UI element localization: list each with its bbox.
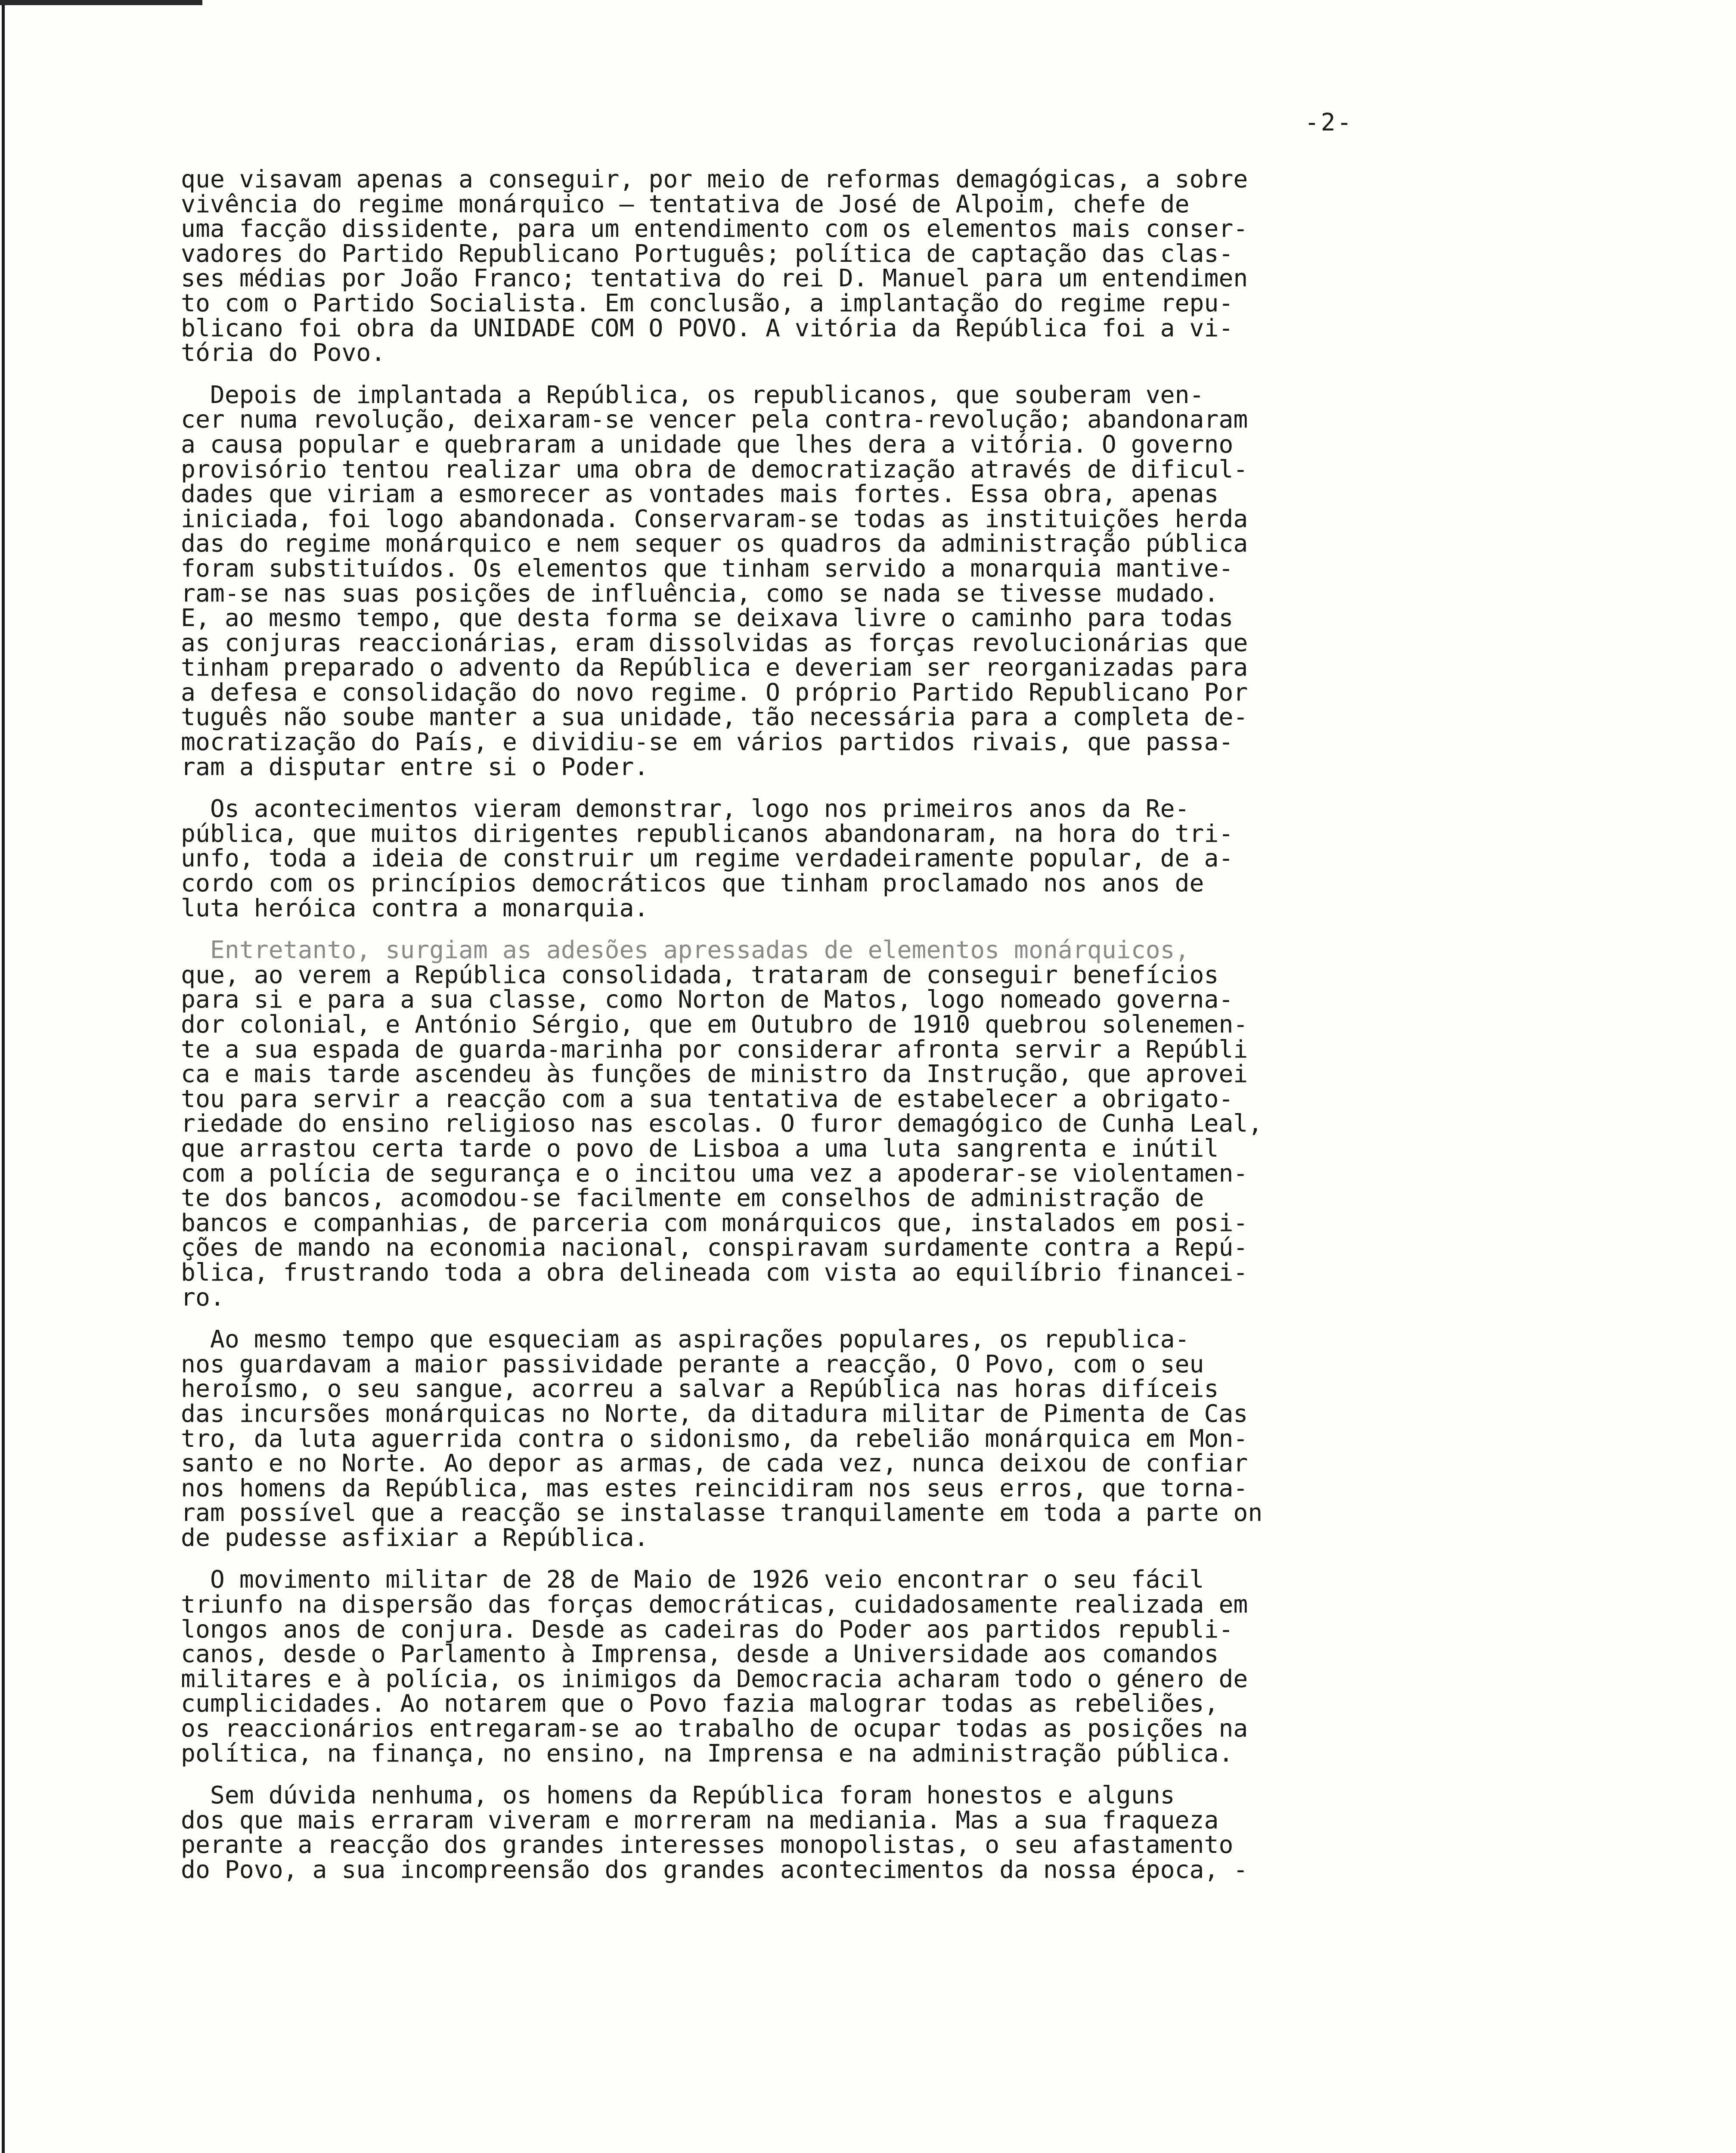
text-line: vivência do regime monárquico — tentativa de José de Alpoim, chefe de bbox=[181, 190, 1190, 218]
text-line: foram substituídos. Os elementos que tinham servido a monarquia mantive- bbox=[181, 554, 1234, 583]
paragraph bbox=[181, 938, 1490, 1310]
scan-top-edge bbox=[0, 0, 202, 5]
text-line: ram-se nas suas posições de influência, como se nada se tivesse mudado. bbox=[181, 579, 1219, 608]
text-line: cordo com os princípios democráticos que tinham proclamado nos anos de bbox=[181, 869, 1204, 898]
text-line: unfo, toda a ideia de construir um regime verdadeiramente popular, de a- bbox=[181, 844, 1234, 873]
text-line: santo e no Norte. Ao depor as armas, de cada vez, nunca deixou de confiar bbox=[181, 1449, 1248, 1478]
text-line: que, ao verem a República consolidada, trataram de conseguir benefícios bbox=[181, 961, 1219, 989]
text-line: ca e mais tarde ascendeu às funções de ministro da Instrução, que aprovei bbox=[181, 1060, 1248, 1089]
paragraph bbox=[181, 1567, 1490, 1766]
text-line: dades que viriam a esmorecer as vontades mais fortes. Essa obra, apenas bbox=[181, 480, 1219, 509]
text-line: O movimento militar de 28 de Maio de 1926 veio encontrar o seu fácil bbox=[181, 1566, 1204, 1594]
text-line: com a polícia de segurança e o incitou uma vez a apoderar-se violentamen- bbox=[181, 1159, 1248, 1188]
text-line: provisório tentou realizar uma obra de democratização através de dificul- bbox=[181, 455, 1248, 484]
text-line: dor colonial, e António Sérgio, que em Outubro de 1910 quebrou solenemen- bbox=[181, 1011, 1248, 1039]
text-line: ses médias por João Franco; tentativa do rei D. Manuel para um entendimen bbox=[181, 264, 1248, 293]
text-line: de pudesse asfixiar a República. bbox=[181, 1523, 649, 1552]
text-line: blica, frustrando toda a obra delineada com vista ao equilíbrio financei- bbox=[181, 1258, 1248, 1287]
text-line: Os acontecimentos vieram demonstrar, logo nos primeiros anos da Re- bbox=[181, 795, 1190, 823]
text-line: heroísmo, o seu sangue, acorreu a salvar a República nas horas difíceis bbox=[181, 1375, 1219, 1403]
text-line: tro, da luta aguerrida contra o sidonismo, da rebelião monárquica em Mon- bbox=[181, 1424, 1248, 1453]
text-line: tou para servir a reacção com a sua tentativa de estabelecer a obrigato- bbox=[181, 1085, 1234, 1113]
text-line: tuguês não soube manter a sua unidade, tão necessária para a completa de- bbox=[181, 703, 1248, 732]
paragraph bbox=[181, 167, 1490, 366]
text-line: riedade do ensino religioso nas escolas. O furor demagógico de Cunha Leal, bbox=[181, 1110, 1263, 1138]
text-line-faded: Entretanto, surgiam as adesões apressadas de elementos monárquicos, bbox=[181, 936, 1190, 965]
text-line: perante a reacção dos grandes interesses monopolistas, o seu afastamento bbox=[181, 1831, 1234, 1859]
document-body bbox=[181, 167, 1490, 1900]
text-line: ções de mando na economia nacional, conspiravam surdamente contra a Repú- bbox=[181, 1234, 1248, 1262]
text-line: para si e para a sua classe, como Norton de Matos, logo nomeado governa- bbox=[181, 986, 1234, 1014]
text-line: ro. bbox=[181, 1283, 225, 1312]
text-line: cer numa revolução, deixaram-se vencer pela contra-revolução; abandonaram bbox=[181, 406, 1248, 434]
text-line: canos, desde o Parlamento à Imprensa, desde a Universidade aos comandos bbox=[181, 1640, 1219, 1669]
text-line: pública, que muitos dirigentes republicanos abandonaram, na hora do tri- bbox=[181, 819, 1234, 848]
paragraph bbox=[181, 1783, 1490, 1882]
text-line: ram possível que a reacção se instalasse tranquilamente em toda a parte on bbox=[181, 1499, 1263, 1527]
text-line: tória do Povo. bbox=[181, 339, 386, 367]
text-line: que visavam apenas a conseguir, por meio de reformas demagógicas, a sobre bbox=[181, 165, 1248, 193]
text-line: bancos e companhias, de parceria com monárquicos que, instalados em posi- bbox=[181, 1209, 1248, 1237]
text-line: ram a disputar entre si o Poder. bbox=[181, 753, 649, 781]
scan-left-edge bbox=[2, 0, 5, 2153]
page-number: -2- bbox=[1305, 109, 1354, 137]
text-line: a causa popular e quebraram a unidade que lhes dera a vitória. O governo bbox=[181, 430, 1234, 459]
text-line: te a sua espada de guarda-marinha por considerar afronta servir a Repúbli bbox=[181, 1035, 1248, 1064]
text-line: te dos bancos, acomodou-se facilmente em conselhos de administração de bbox=[181, 1184, 1204, 1213]
text-line: cumplicidades. Ao notarem que o Povo fazia malograr todas as rebeliões, bbox=[181, 1690, 1219, 1718]
text-line: longos anos de conjura. Desde as cadeiras do Poder aos partidos republi- bbox=[181, 1615, 1234, 1644]
text-line: militares e à polícia, os inimigos da Democracia acharam todo o género de bbox=[181, 1665, 1248, 1693]
text-line: das do regime monárquico e nem sequer os quadros da administração pública bbox=[181, 530, 1248, 558]
text-line: mocratização do País, e dividiu-se em vários partidos rivais, que passa- bbox=[181, 728, 1234, 757]
text-line: a defesa e consolidação do novo regime. O próprio Partido Republicano Por bbox=[181, 678, 1248, 707]
text-line: Ao mesmo tempo que esqueciam as aspirações populares, os republica- bbox=[181, 1325, 1190, 1354]
text-line: to com o Partido Socialista. Em conclusão, a implantação do regime repu- bbox=[181, 289, 1234, 317]
text-line: política, na finança, no ensino, na Imprensa e na administração pública. bbox=[181, 1739, 1234, 1768]
text-line: vadores do Partido Republicano Português; política de captação das clas- bbox=[181, 239, 1234, 268]
text-line: luta heróica contra a monarquia. bbox=[181, 894, 649, 922]
text-line: triunfo na dispersão das forças democráticas, cuidadosamente realizada em bbox=[181, 1591, 1248, 1619]
text-line: E, ao mesmo tempo, que desta forma se deixava livre o caminho para todas bbox=[181, 604, 1234, 633]
text-line: das incursões monárquicas no Norte, da ditadura militar de Pimenta de Cas bbox=[181, 1399, 1248, 1428]
text-line: tinham preparado o advento da República e deveriam ser reorganizadas para bbox=[181, 654, 1248, 682]
text-line: Sem dúvida nenhuma, os homens da República foram honestos e alguns bbox=[181, 1781, 1175, 1810]
text-line: as conjuras reaccionárias, eram dissolvidas as forças revolucionárias que bbox=[181, 629, 1248, 657]
text-line: do Povo, a sua incompreensão dos grandes acontecimentos da nossa época, - bbox=[181, 1856, 1248, 1884]
text-line: uma facção dissidente, para um entendimento com os elementos mais conser- bbox=[181, 215, 1248, 243]
text-line: dos que mais erraram viveram e morreram na mediania. Mas a sua fraqueza bbox=[181, 1806, 1219, 1834]
text-line: blicano foi obra da UNIDADE COM O POVO. A vitória da República foi a vi- bbox=[181, 314, 1234, 342]
paragraph bbox=[181, 383, 1490, 780]
paragraph bbox=[181, 1327, 1490, 1550]
text-line: iniciada, foi logo abandonada. Conservaram-se todas as instituições herda bbox=[181, 505, 1248, 533]
text-line: os reaccionários entregaram-se ao trabalho de ocupar todas as posições na bbox=[181, 1715, 1248, 1743]
text-line: Depois de implantada a República, os republicanos, que souberam ven- bbox=[181, 381, 1204, 409]
paragraph bbox=[181, 797, 1490, 921]
text-line: nos guardavam a maior passividade perante a reacção, O Povo, com o seu bbox=[181, 1350, 1204, 1378]
text-line: nos homens da República, mas estes reincidiram nos seus erros, que torna- bbox=[181, 1474, 1248, 1502]
text-line: que arrastou certa tarde o povo de Lisboa a uma luta sangrenta e inútil bbox=[181, 1134, 1219, 1163]
